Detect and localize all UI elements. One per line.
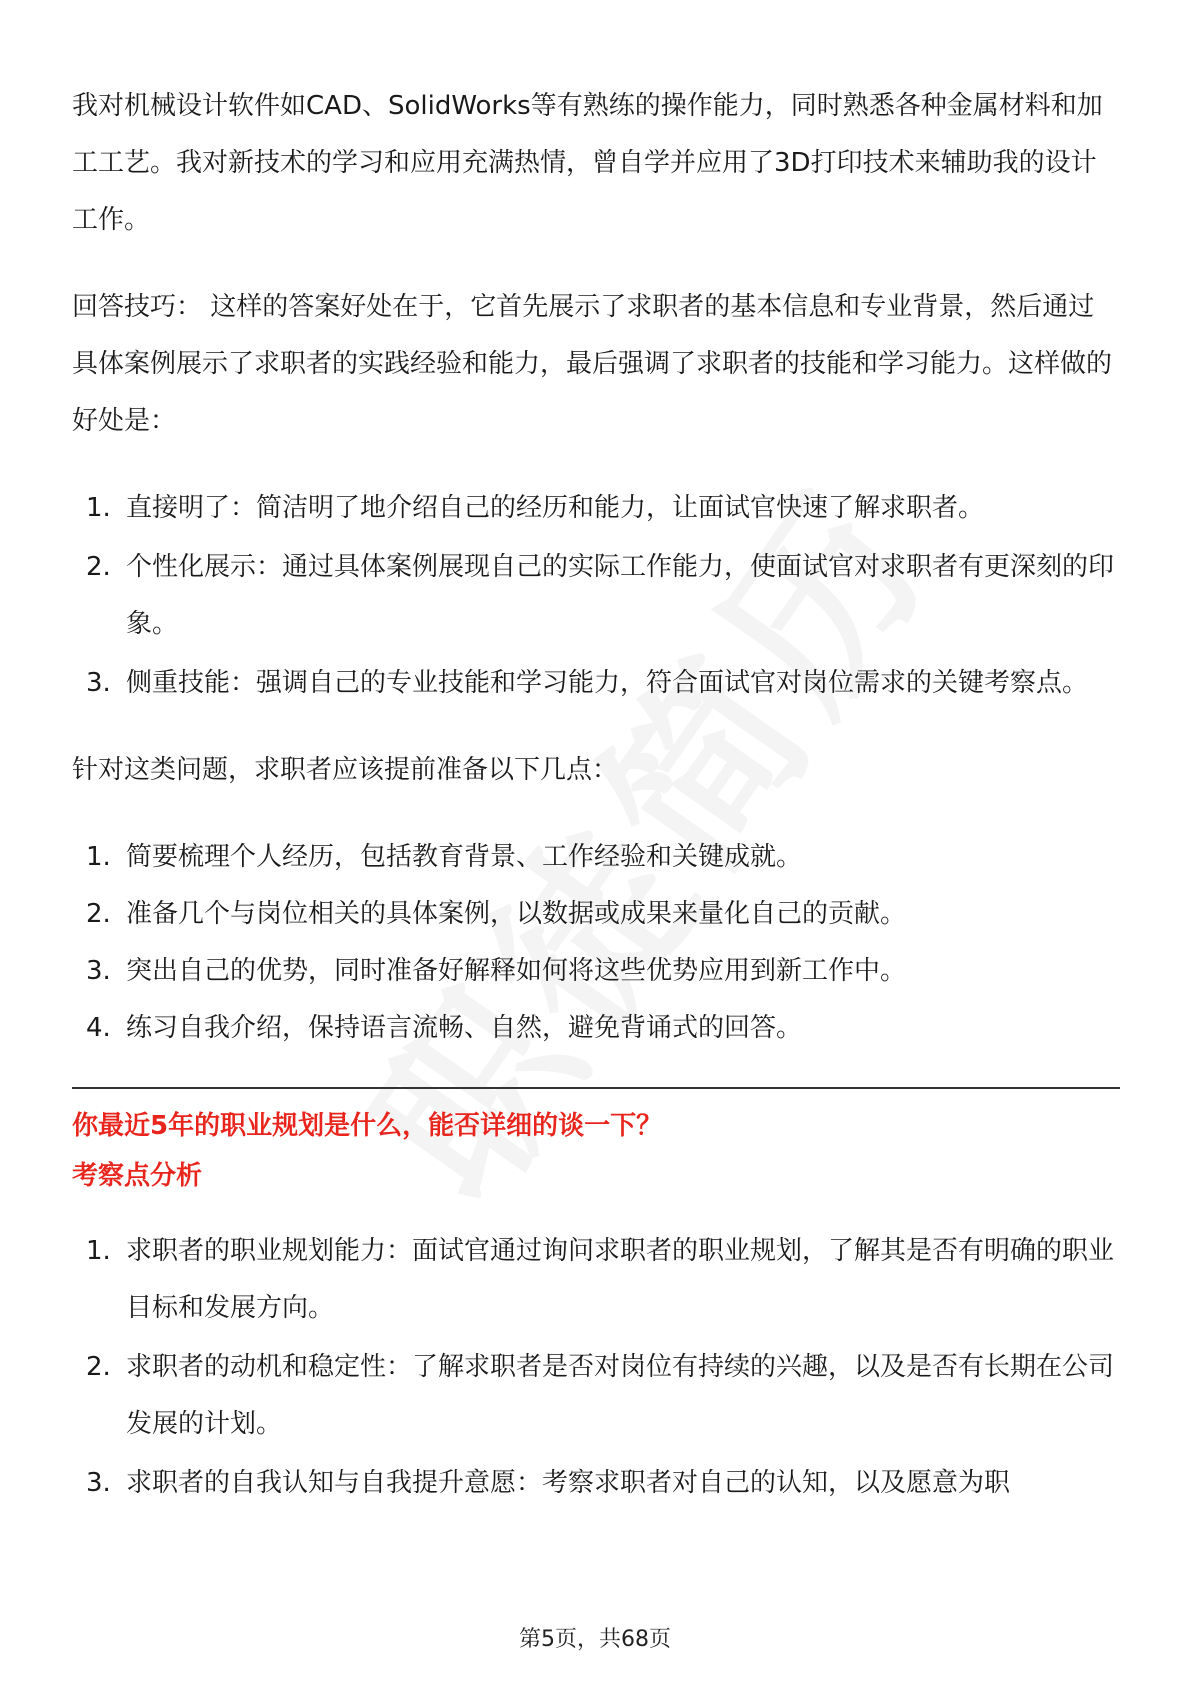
list-number: 1. — [86, 842, 111, 872]
list-number: 1. — [86, 493, 111, 523]
section-divider — [72, 1087, 1120, 1089]
list-item — [72, 1339, 1120, 1453]
list-item — [72, 1223, 1120, 1337]
list-number: 3. — [86, 956, 111, 986]
page-footer: 第5页，共68页 — [519, 1627, 671, 1652]
list-item — [72, 1455, 1120, 1512]
list-text: 个性化展示：通过具体案例展现自己的实际工作能力，使面试官对求职者有更深刻的印象。 — [126, 552, 1115, 639]
list-number: 3. — [86, 668, 111, 698]
analysis-heading: 考察点分析 — [72, 1161, 203, 1191]
list-number: 2. — [86, 899, 111, 929]
list-text: 求职者的自我认知与自我提升意愿：考察求职者对自己的认知，以及愿意为职 — [126, 1468, 1011, 1498]
intro-paragraph: 我对机械设计软件如CAD、SolidWorks等有熟练的操作能力，同时熟悉各种金属材料和加工工艺。我对新技术的学习和应用充满热情，曾自学并应用了3D打印技术来辅助我的设计工作。 — [72, 91, 1103, 235]
list-item — [72, 886, 1120, 943]
list-item — [72, 539, 1120, 653]
list-text: 直接明了：简洁明了地介绍自己的经历和能力，让面试官快速了解求职者。 — [126, 493, 985, 523]
list-item — [72, 829, 1120, 886]
question-heading: 你最近5年的职业规划是什么，能否详细的谈一下？ — [72, 1111, 663, 1141]
tip-paragraph: 回答技巧： 这样的答案好处在于，它首先展示了求职者的基本信息和专业背景，然后通过具体案例展示了求职者的实践经验和能力，最后强调了求职者的技能和学习能力。这样做的好处是： — [72, 292, 1113, 436]
list-item — [72, 1000, 1120, 1057]
list-item — [72, 480, 1120, 537]
list-text: 准备几个与岗位相关的具体案例，以数据或成果来量化自己的贡献。 — [126, 899, 907, 929]
list-text: 求职者的职业规划能力：面试官通过询问求职者的职业规划，了解其是否有明确的职业目标和发展方向。 — [126, 1236, 1115, 1323]
list-number: 2. — [86, 552, 111, 582]
list-text: 突出自己的优势，同时准备好解释如何将这些优势应用到新工作中。 — [126, 956, 907, 986]
list-text: 侧重技能：强调自己的专业技能和学习能力，符合面试官对岗位需求的关键考察点。 — [126, 668, 1089, 698]
list-text: 练习自我介绍，保持语言流畅、自然，避免背诵式的回答。 — [126, 1013, 803, 1043]
list-text: 求职者的动机和稳定性：了解求职者是否对岗位有持续的兴趣，以及是否有长期在公司发展的计划。 — [126, 1352, 1115, 1439]
list-item — [72, 655, 1120, 712]
analysis-list — [72, 1223, 1120, 1512]
list-text: 简要梳理个人经历，包括教育背景、工作经验和关键成就。 — [126, 842, 803, 872]
prep-list — [72, 829, 1120, 1057]
list-item — [72, 943, 1120, 1000]
document-page — [72, 78, 1120, 1542]
list-number: 3. — [86, 1468, 111, 1498]
list-number: 1. — [86, 1236, 111, 1266]
list-number: 4. — [86, 1013, 111, 1043]
prep-intro: 针对这类问题，求职者应该提前准备以下几点： — [72, 755, 619, 785]
benefits-list — [72, 480, 1120, 712]
list-number: 2. — [86, 1352, 111, 1382]
